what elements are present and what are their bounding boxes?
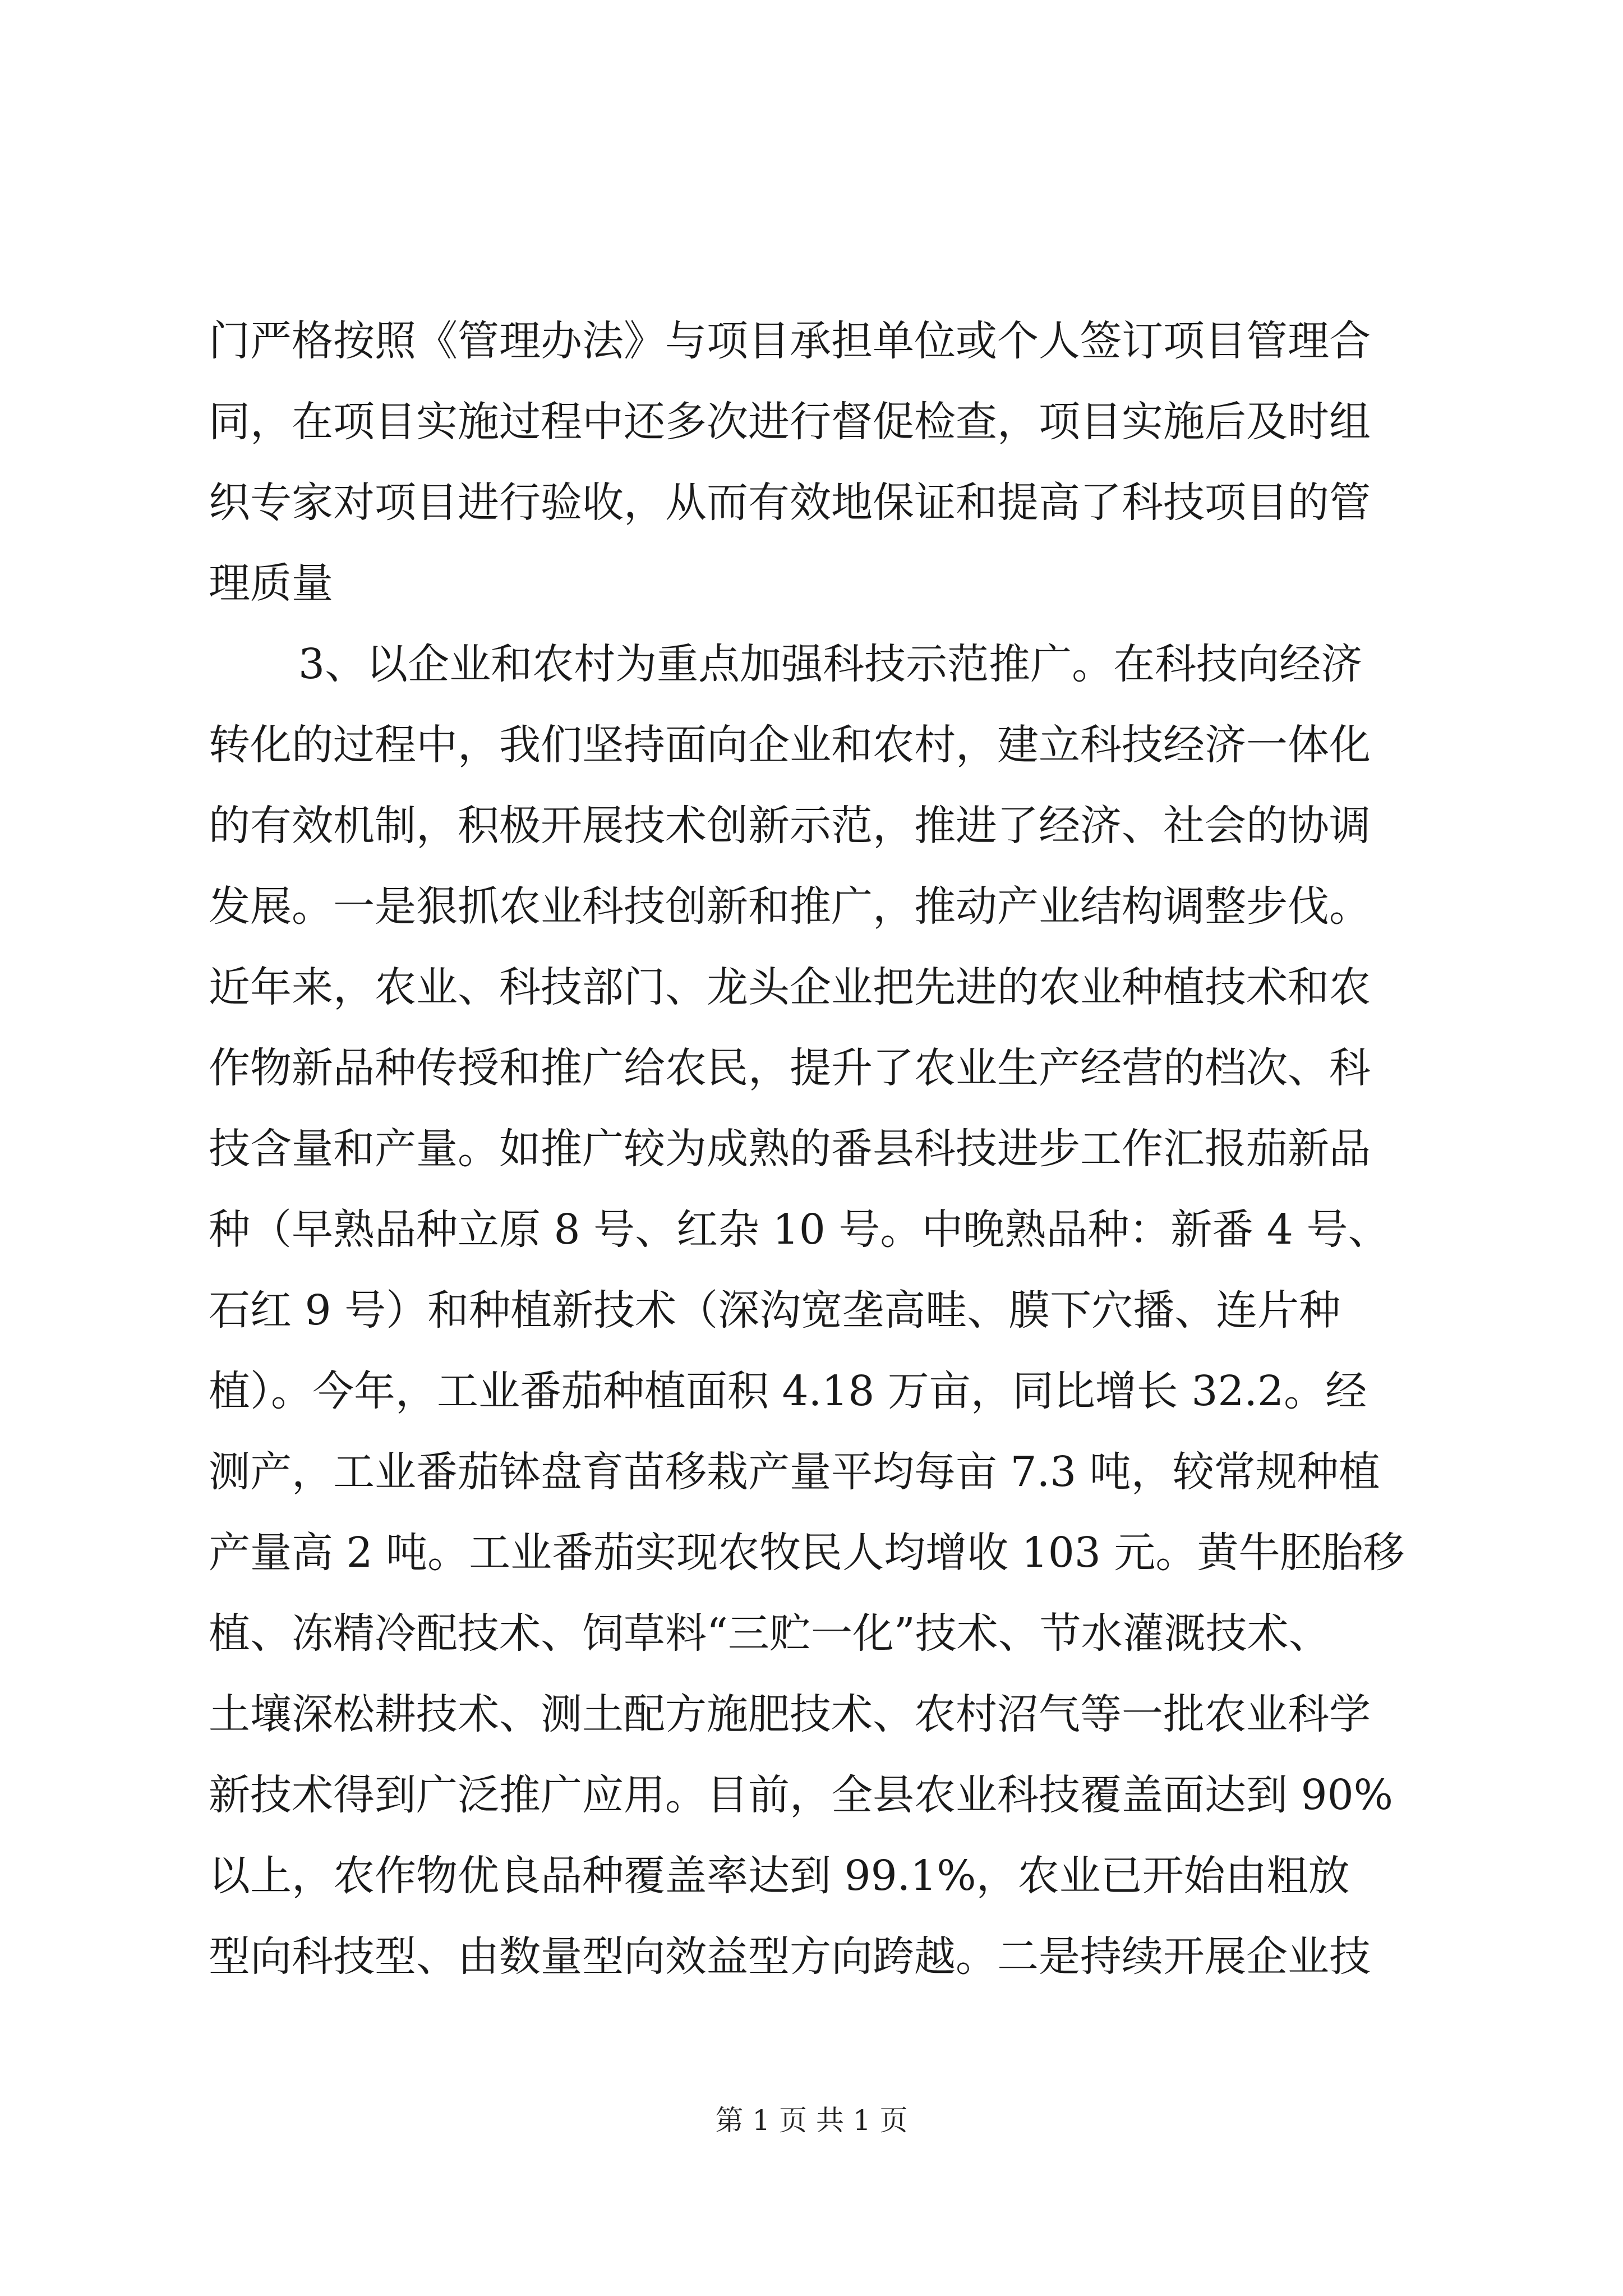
text-line: 的有效机制，积极开展技术创新示范，推进了经济、社会的协调 xyxy=(209,802,1371,850)
text-line: 近年来，农业、科技部门、龙头企业把先进的农业种植技术和农 xyxy=(209,963,1371,1011)
text-line: 种（早熟品种立原 8 号、红杂 10 号。中晚熟品种：新番 4 号、 xyxy=(209,1205,1390,1254)
text-line: 植）。今年，工业番茄种植面积 4.18 万亩，同比增长 32.2。经 xyxy=(209,1367,1367,1415)
text-line: 转化的过程中，我们坚持面向企业和农村，建立科技经济一体化 xyxy=(209,721,1371,769)
text-line: 新技术得到广泛推广应用。目前，全县农业科技覆盖面达到 90% xyxy=(209,1771,1393,1819)
text-line: 技含量和产量。如推广较为成熟的番县科技进步工作汇报茄新品 xyxy=(209,1125,1371,1173)
text-line: 石红 9 号）和种植新技术（深沟宽垄高畦、膜下穴播、连片种 xyxy=(209,1286,1341,1335)
text-line: 发展。一是狠抓农业科技创新和推广，推动产业结构调整步伐。 xyxy=(209,882,1371,931)
text-line: 型向科技型、由数量型向效益型方向跨越。二是持续开展企业技 xyxy=(209,1932,1371,1981)
paragraph-start-line: 3、以企业和农村为重点加强科技示范推广。在科技向经济 xyxy=(298,640,1363,688)
text-line: 理质量 xyxy=(209,559,333,608)
page-footer: 第 1 页 共 1 页 xyxy=(715,2104,908,2137)
text-line: 植、冻精冷配技术、饲草料“三贮一化”技术、节水灌溉技术、 xyxy=(209,1609,1330,1658)
text-line: 织专家对项目进行验收，从而有效地保证和提高了科技项目的管 xyxy=(209,478,1371,527)
text-line: 以上，农作物优良品种覆盖率达到 99.1%，农业已开始由粗放 xyxy=(209,1852,1350,1900)
text-line: 同，在项目实施过程中还多次进行督促检查，项目实施后及时组 xyxy=(209,398,1371,446)
body-text xyxy=(209,301,1465,1997)
text-line: 测产，工业番茄钵盘育苗移栽产量平均每亩 7.3 吨，较常规种植 xyxy=(209,1448,1380,1496)
text-line: 产量高 2 吨。工业番茄实现农牧民人均增收 103 元。黄牛胚胎移 xyxy=(209,1529,1405,1577)
text-line: 门严格按照《管理办法》与项目承担单位或个人签订项目管理合 xyxy=(209,317,1371,365)
text-line: 土壤深松耕技术、测土配方施肥技术、农村沼气等一批农业科学 xyxy=(209,1690,1371,1738)
text-line: 作物新品种传授和推广给农民，提升了农业生产经营的档次、科 xyxy=(209,1044,1371,1092)
